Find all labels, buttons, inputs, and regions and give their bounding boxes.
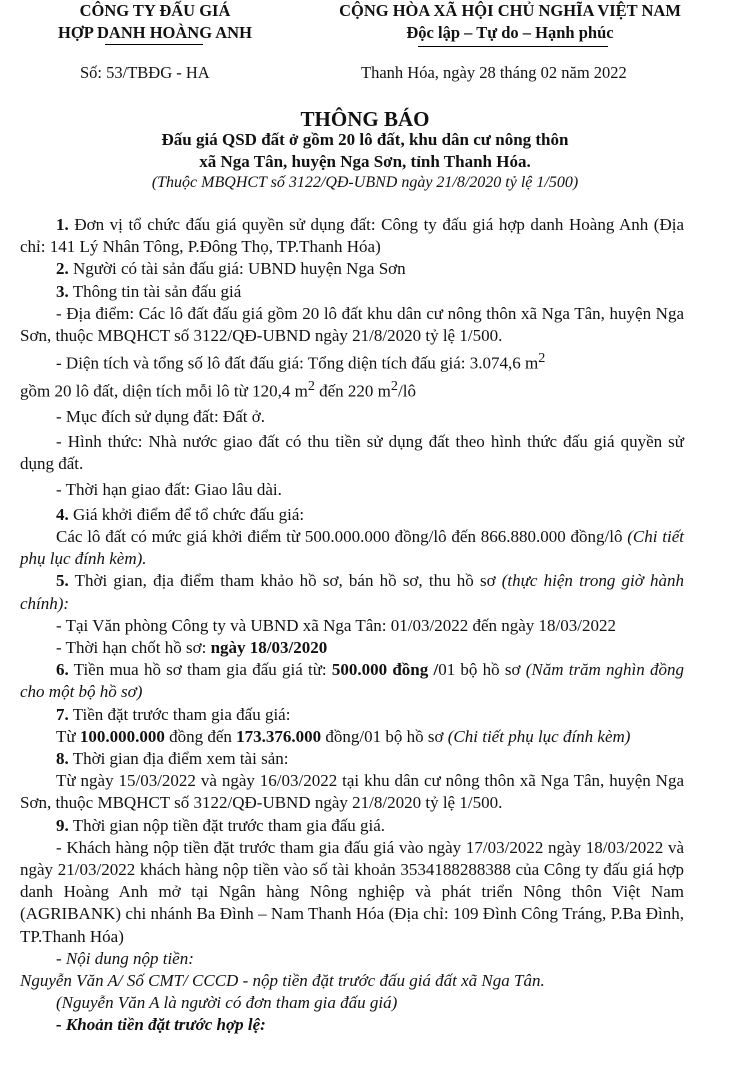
area-text-b: gồm 20 lô đất, diện tích mỗi lô từ 120,4 m [20,381,308,401]
section-4-detail [20,526,684,570]
section-2-number: 2. [56,259,69,279]
section-2 [20,258,684,280]
subtitle-line2: xã Nga Tân, huyện Nga Sơn, tỉnh Thanh Hóa. [199,152,531,171]
section-6-amount: 500.000 đồng / [331,660,439,680]
section-9-text: Thời gian nộp tiền đặt trước tham gia đấu giá. [68,815,386,835]
section-4-detail-text: Các lô đất có mức giá khởi điểm từ 500.000.000 đồng/lô đến 866.880.000 đồng/lô [56,526,628,546]
section-9-content-label: - Nội dung nộp tiền: [56,948,194,968]
nation-motto: Độc lập – Tự do – Hạnh phúc [406,23,614,42]
section-8-text: Thời gian địa điểm xem tài sản: [68,748,289,768]
section-3-location: - Địa điểm: Các lô đất đấu giá gồm 20 lô đất khu dân cư nông thôn xã Nga Tân, huyện Nga Sơn, thuộc MBQHCT số 3122/QĐ-UBND ngày 21/8/2020 tỷ lệ 1/500. [20,303,684,346]
section-5-note: (thực hiện trong giờ hành chính): [20,571,684,613]
section-5-office: - Tại Văn phòng Công ty và UBND xã Nga Tân: 01/03/2022 đến ngày 18/03/2022 [56,615,616,635]
section-9 [20,815,684,837]
org-underline [105,44,203,45]
s7-rest: đồng/01 bộ hồ sơ [321,726,448,746]
section-8-number: 8. [56,748,69,768]
section-4-detail-note: (Chi tiết phụ lục đính kèm). [20,526,684,569]
deadline-date: ngày 18/03/2020 [210,637,328,657]
s7-note: (Chi tiết phụ lục đính kèm) [447,726,631,746]
deadline-label: - Thời hạn chốt hồ sơ: [56,637,211,657]
section-5-deadline [20,637,684,659]
s7-amount-min: 100.000.000 [79,726,165,746]
section-7-text: Tiền đặt trước tham gia đấu giá: [68,704,291,724]
section-5-number: 5. [56,571,69,591]
area-sup-2: 2 [307,378,315,395]
section-4-number: 4. [56,504,69,524]
section-1 [20,214,684,258]
area-sup-3: 2 [390,378,398,395]
section-6-rest: 01 bộ hồ sơ [438,660,526,680]
section-5-text: Thời gian, địa điểm tham khảo hồ sơ, bán hồ sơ, thu hồ sơ [68,571,502,591]
document-number: Số: 53/TBĐG - HA [80,63,210,82]
area-sup-1: 2 [538,350,546,367]
section-3-number: 3. [56,281,69,301]
section-6-number: 6. [56,660,69,680]
section-4 [20,504,684,526]
nation-name: CỘNG HÒA XÃ HỘI CHỦ NGHĨA VIỆT NAM [339,1,681,20]
section-6 [20,659,684,703]
nation-header [300,0,720,44]
section-4-text: Giá khởi điểm để tổ chức đấu giá: [68,504,305,524]
motto-underline [418,46,608,47]
org-name-line2: HỢP DANH HOÀNG ANH [58,23,252,42]
section-8-detail: Từ ngày 15/03/2022 và ngày 16/03/2022 tại khu dân cư nông thôn xã Nga Tân, huyện Nga Sơn, thuộc MBQHCT số 3122/QĐ-UBND ngày 21/8/2020 tỷ lệ 1/500. [20,771,684,813]
s7-mid: đồng đến [164,726,237,746]
section-3-text: Thông tin tài sản đấu giá [68,281,242,301]
org-name-line1: CÔNG TY ĐẤU GIÁ [79,1,231,20]
section-8 [20,748,684,770]
section-1-number: 1. [56,215,69,234]
subtitle-reference: (Thuộc MBQHCT số 3122/QĐ-UBND ngày 21/8/2020 tỷ lệ 1/500) [151,174,579,191]
section-6-text: Tiền mua hồ sơ tham gia đấu giá từ: [68,660,332,680]
section-3-term: - Thời hạn giao đất: Giao lâu dài. [56,479,282,499]
section-3-area [20,347,684,375]
section-9-note: (Nguyễn Văn A là người có đơn tham gia đấu giá) [56,993,398,1013]
s7-amount-max: 173.376.000 [236,726,322,746]
section-9-valid-deposit: - Khoản tiền đặt trước hợp lệ: [56,1015,266,1035]
organization-header [40,0,270,44]
section-1-text: Đơn vị tổ chức đấu giá quyền sử dụng đất: Công ty đấu giá hợp danh Hoàng Anh (Địa chỉ: 141 Lý Nhân Tông, P.Đông Thọ, TP.Thanh Hóa) [20,215,684,257]
section-2-text: Người có tài sản đấu giá: UBND huyện Nga Sơn [68,259,406,279]
document-title: THÔNG BÁO [300,107,430,131]
section-3-purpose: - Mục đích sử dụng đất: Đất ở. [56,406,265,426]
section-3-form: - Hình thức: Nhà nước giao đất có thu tiền sử dụng đất theo hình thức đấu giá quyền sử dụng đất. [20,432,684,474]
section-6-note: (Năm trăm nghìn đồng cho một bộ hồ sơ) [20,660,685,702]
subtitle-line1: Đấu giá QSD đất ở gồm 20 lô đất, khu dân cư nông thôn [161,130,569,149]
place-date: Thanh Hóa, ngày 28 tháng 02 năm 2022 [361,63,627,82]
section-3-area-cont [20,375,684,403]
area-text-c: đến 220 m [314,381,391,401]
section-3 [20,281,684,303]
section-9-number: 9. [56,815,69,835]
section-7 [20,704,684,726]
section-9-content: Nguyễn Văn A/ Số CMT/ CCCD - nộp tiền đặt trước đấu giá đất xã Nga Tân. [20,971,545,991]
s7-from: Từ [56,726,80,746]
section-9-detail: - Khách hàng nộp tiền đặt trước tham gia đấu giá vào ngày 17/03/2022 ngày 18/03/2022 và ngày 21/03/2022 khách hàng nộp tiền vào số tài khoản 3534188288388 của Công ty đấu giá hợp danh Hoàng Anh mở tại Ngân hàng Nông nghiệp và phát triển Nông thôn Việt Nam (AGRIBANK) chi nhánh Ba Đình – Nam Thanh Hóa (Địa chỉ: 109 Đình Công Tráng, P.Ba Đình, TP.Thanh Hóa) [20,837,684,946]
area-text-d: /lô [398,381,416,401]
area-text-a: - Diện tích và tổng số lô đất đấu giá: Tổng diện tích đấu giá: 3.074,6 m [56,353,539,373]
section-7-number: 7. [56,704,69,724]
document-body [20,214,684,1037]
section-7-detail [20,726,684,748]
section-5 [20,570,684,614]
